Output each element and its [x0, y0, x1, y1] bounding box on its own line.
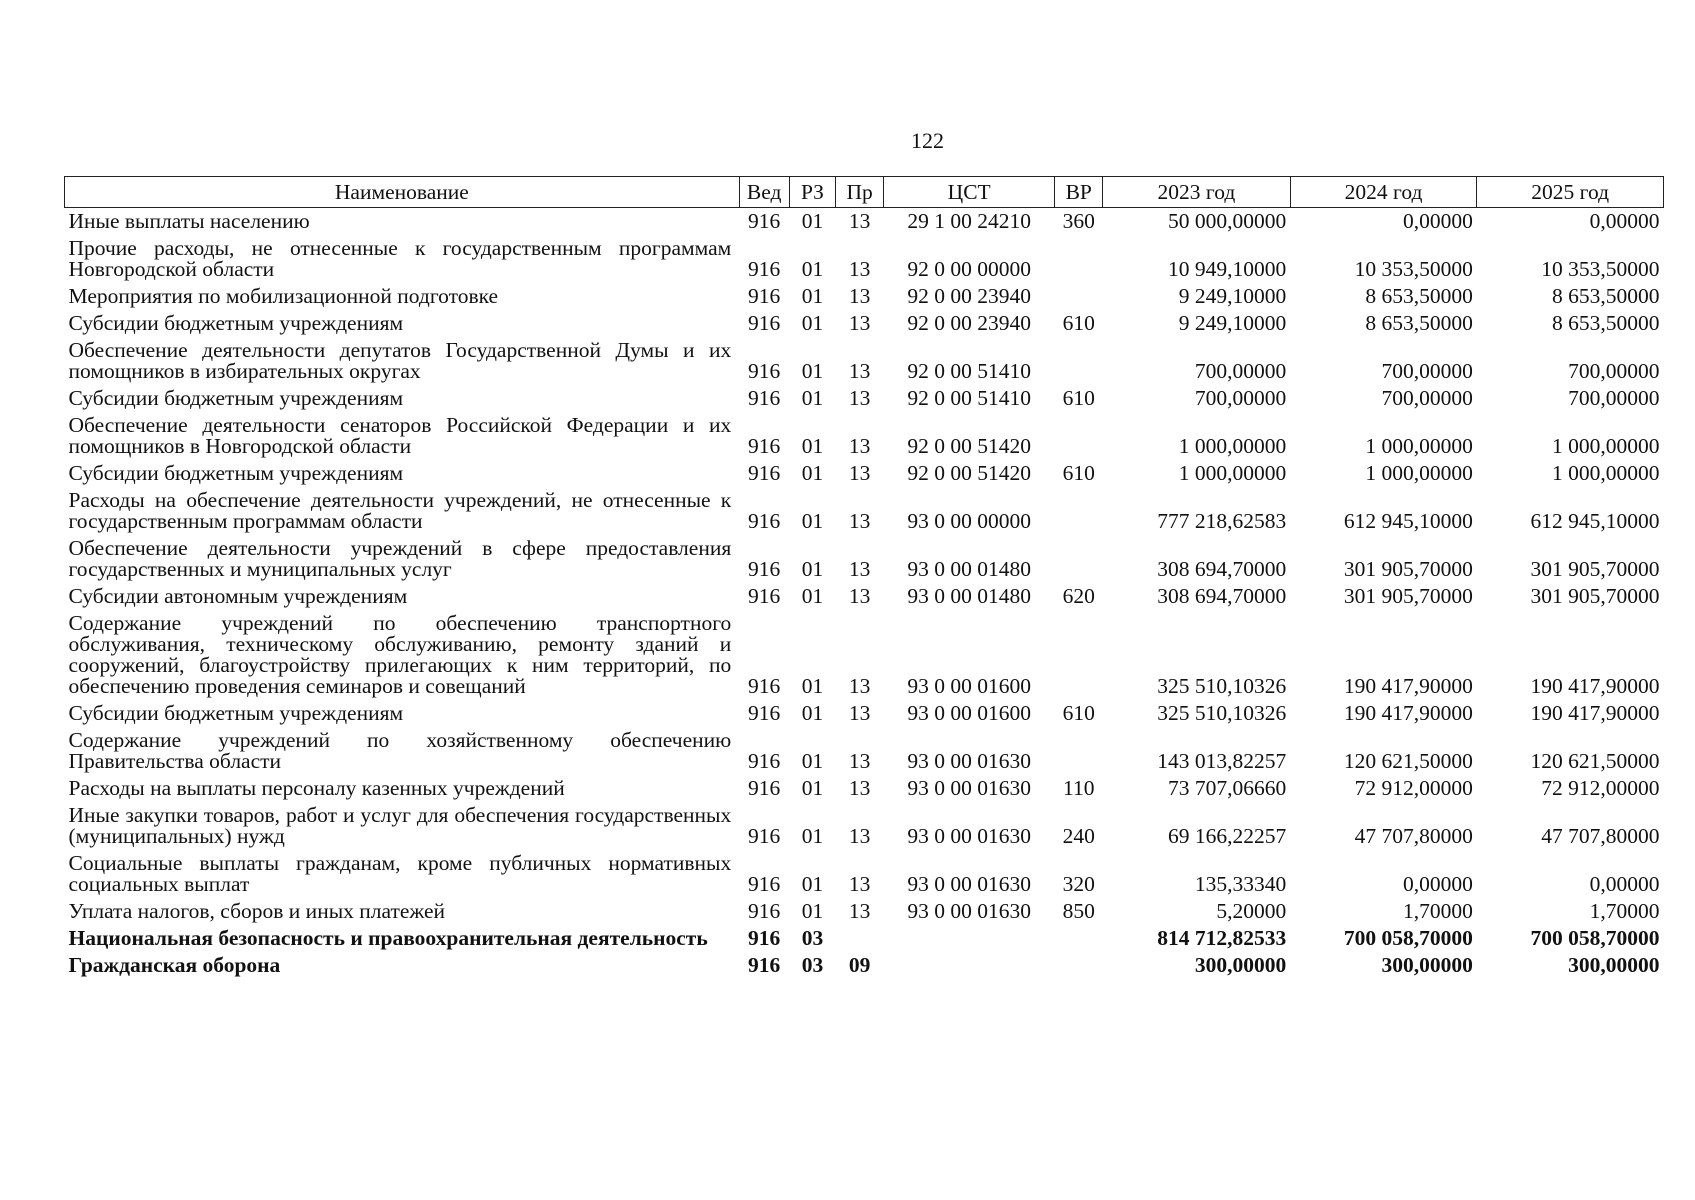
cell-ved: 916: [748, 824, 781, 848]
cell-ved: 916: [748, 284, 781, 308]
cell-rz: 01: [801, 824, 824, 848]
cell-name: Субсидии бюджетным учреждениям: [68, 461, 404, 485]
table-row: [65, 235, 1664, 283]
cell-name: Обеспечение деятельности сенаторов Российской Федерации и их помощников в Новгородской области: [68, 413, 732, 458]
cell-pr: 13: [848, 257, 871, 281]
page-number: 122: [911, 128, 944, 153]
cell-vr: [1055, 487, 1103, 535]
table-row: [65, 460, 1664, 487]
table-row: [65, 727, 1664, 775]
cell-cst: [883, 925, 1054, 952]
cell-2024: 612 945,10000: [1343, 509, 1473, 533]
cell-rz: 01: [801, 557, 824, 581]
cell-name: Обеспечение деятельности депутатов Государственной Думы и их помощников в избирательных округах: [68, 338, 732, 383]
cell-ved: 916: [748, 509, 781, 533]
cell-2023: 69 166,22257: [1168, 824, 1287, 848]
cell-pr: 13: [848, 386, 871, 410]
cell-cst: 92 0 00 51420: [907, 461, 1031, 485]
cell-cst: 93 0 00 01630: [907, 749, 1031, 773]
cell-vr: [1055, 610, 1103, 700]
cell-ved: 916: [748, 776, 781, 800]
cell-2025: 301 905,70000: [1530, 557, 1660, 581]
cell-vr: 360: [1062, 209, 1095, 233]
cell-vr: 610: [1062, 701, 1095, 725]
table-row: [65, 412, 1664, 460]
cell-2024: 300,00000: [1381, 953, 1473, 977]
cell-vr: 240: [1062, 824, 1095, 848]
cell-name: Социальные выплаты гражданам, кроме публичных нормативных социальных выплат: [68, 851, 732, 896]
cell-pr: 13: [848, 674, 871, 698]
cell-vr: 110: [1063, 776, 1095, 800]
table-row: [65, 700, 1664, 727]
cell-cst: 93 0 00 01600: [907, 674, 1031, 698]
cell-cst: 92 0 00 23940: [907, 284, 1031, 308]
cell-pr: 13: [848, 311, 871, 335]
cell-2023: 9 249,10000: [1178, 284, 1287, 308]
cell-pr: 09: [848, 953, 871, 977]
cell-ved: 916: [748, 311, 781, 335]
cell-rz: 01: [801, 359, 824, 383]
table-row: [65, 610, 1664, 700]
cell-2023: 73 707,06660: [1168, 776, 1287, 800]
cell-2025: 72 912,00000: [1541, 776, 1660, 800]
cell-name: Иные закупки товаров, работ и услуг для обеспечения государственных (муниципальных) нужд: [68, 803, 732, 848]
table-row: [65, 952, 1664, 979]
cell-2023: 700,00000: [1194, 386, 1287, 410]
cell-vr: [1055, 235, 1103, 283]
table-row: [65, 487, 1664, 535]
cell-name: Субсидии бюджетным учреждениям: [68, 311, 404, 335]
cell-ved: 916: [748, 953, 781, 977]
cell-cst: 29 1 00 24210: [907, 209, 1031, 233]
cell-2024: 190 417,90000: [1343, 674, 1473, 698]
table-row: [65, 802, 1664, 850]
table-row: [65, 385, 1664, 412]
cell-2025: 300,00000: [1568, 953, 1660, 977]
cell-2025: 190 417,90000: [1530, 701, 1660, 725]
cell-ved: 916: [748, 209, 781, 233]
cell-cst: 93 0 00 01630: [907, 824, 1031, 848]
cell-cst: 93 0 00 01600: [907, 701, 1031, 725]
cell-2024: 1 000,00000: [1365, 434, 1473, 458]
cell-2024: 72 912,00000: [1354, 776, 1473, 800]
cell-2025: 8 653,50000: [1552, 311, 1660, 335]
header-vr: ВР: [1055, 177, 1103, 208]
cell-vr: [1055, 952, 1103, 979]
table-row: [65, 208, 1664, 236]
cell-vr: [1055, 412, 1103, 460]
cell-2023: 143 013,82257: [1157, 749, 1287, 773]
cell-2023: 325 510,10326: [1157, 701, 1287, 725]
cell-pr: 13: [848, 776, 871, 800]
cell-rz: 01: [801, 257, 824, 281]
cell-2024: 700,00000: [1381, 386, 1473, 410]
cell-cst: 93 0 00 01480: [907, 557, 1031, 581]
cell-pr: 13: [848, 434, 871, 458]
cell-vr: 620: [1062, 584, 1095, 608]
table-row: [65, 925, 1664, 952]
budget-table: [64, 176, 1664, 979]
cell-name: Расходы на обеспечение деятельности учреждений, не отнесенные к государственным программам области: [68, 488, 732, 533]
header-cst: ЦСТ: [883, 177, 1054, 208]
cell-2024: 700,00000: [1381, 359, 1473, 383]
cell-name: Гражданская оборона: [68, 953, 281, 977]
cell-rz: 01: [801, 749, 824, 773]
cell-ved: 916: [748, 674, 781, 698]
table-row: [65, 535, 1664, 583]
cell-rz: 01: [801, 386, 824, 410]
cell-vr: [1055, 925, 1103, 952]
cell-name: Уплата налогов, сборов и иных платежей: [68, 899, 446, 923]
table-row: [65, 337, 1664, 385]
cell-cst: 92 0 00 23940: [907, 311, 1031, 335]
cell-2024: 301 905,70000: [1343, 584, 1473, 608]
cell-ved: 916: [748, 386, 781, 410]
cell-ved: 916: [748, 557, 781, 581]
cell-pr: 13: [848, 509, 871, 533]
cell-vr: [1055, 535, 1103, 583]
cell-2023: 1 000,00000: [1178, 461, 1287, 485]
header-ved: Вед: [739, 177, 789, 208]
cell-ved: 916: [748, 899, 781, 923]
cell-cst: 93 0 00 00000: [907, 509, 1031, 533]
cell-ved: 916: [748, 701, 781, 725]
cell-pr: 13: [848, 584, 871, 608]
cell-name: Содержание учреждений по обеспечению транспортного обслуживания, техническому обслуживанию, ремонту зданий и сооружений, благоустройству прилегающих к ним территорий, по обеспечению проведения семинаров и совещаний: [68, 611, 732, 698]
cell-cst: 92 0 00 00000: [907, 257, 1031, 281]
cell-rz: 03: [801, 926, 824, 950]
cell-2025: 1 000,00000: [1552, 434, 1660, 458]
cell-rz: 01: [801, 509, 824, 533]
cell-cst: 92 0 00 51410: [907, 359, 1031, 383]
cell-name: Обеспечение деятельности учреждений в сфере предоставления государственных и муниципальных услуг: [68, 536, 732, 581]
cell-name: Мероприятия по мобилизационной подготовке: [68, 284, 499, 308]
cell-pr: 13: [848, 824, 871, 848]
cell-rz: 01: [801, 776, 824, 800]
cell-cst: 92 0 00 51420: [907, 434, 1031, 458]
header-2023: 2023 год: [1103, 177, 1291, 208]
cell-2023: 777 218,62583: [1157, 509, 1287, 533]
cell-2024: 1 000,00000: [1365, 461, 1473, 485]
cell-rz: 01: [801, 461, 824, 485]
cell-2025: 1,70000: [1589, 899, 1660, 923]
cell-2025: 8 653,50000: [1552, 284, 1660, 308]
cell-2023: 5,20000: [1216, 899, 1287, 923]
cell-2024: 10 353,50000: [1354, 257, 1473, 281]
cell-ved: 916: [748, 257, 781, 281]
cell-2025: 190 417,90000: [1530, 674, 1660, 698]
cell-2025: 120 621,50000: [1530, 749, 1660, 773]
cell-ved: 916: [748, 461, 781, 485]
table-row: [65, 583, 1664, 610]
table-row: [65, 850, 1664, 898]
cell-cst: 93 0 00 01630: [907, 899, 1031, 923]
cell-ved: 916: [748, 584, 781, 608]
cell-pr: [836, 925, 884, 952]
cell-rz: 01: [801, 209, 824, 233]
cell-2023: 9 249,10000: [1178, 311, 1287, 335]
cell-cst: 93 0 00 01480: [907, 584, 1031, 608]
cell-2023: 1 000,00000: [1178, 434, 1287, 458]
cell-2023: 308 694,70000: [1157, 557, 1287, 581]
cell-vr: 610: [1062, 311, 1095, 335]
cell-vr: 320: [1062, 872, 1095, 896]
cell-pr: 13: [848, 701, 871, 725]
cell-name: Субсидии бюджетным учреждениям: [68, 701, 404, 725]
cell-ved: 916: [748, 434, 781, 458]
table-row: [65, 310, 1664, 337]
cell-2023: 325 510,10326: [1157, 674, 1287, 698]
table-row: [65, 898, 1664, 925]
cell-rz: 01: [801, 584, 824, 608]
cell-2023: 50 000,00000: [1168, 209, 1287, 233]
cell-rz: 01: [801, 284, 824, 308]
cell-cst: 93 0 00 01630: [907, 872, 1031, 896]
cell-2025: 0,00000: [1589, 209, 1660, 233]
table-header-row: [65, 177, 1664, 208]
header-pr: Пр: [836, 177, 884, 208]
cell-vr: [1055, 727, 1103, 775]
cell-pr: 13: [848, 461, 871, 485]
cell-pr: 13: [848, 209, 871, 233]
cell-pr: 13: [848, 284, 871, 308]
cell-2025: 47 707,80000: [1541, 824, 1660, 848]
cell-rz: 01: [801, 311, 824, 335]
cell-pr: 13: [848, 872, 871, 896]
cell-rz: 01: [801, 872, 824, 896]
header-name: Наименование: [65, 177, 740, 208]
table-row: [65, 775, 1664, 802]
cell-2024: 8 653,50000: [1365, 284, 1473, 308]
cell-name: Расходы на выплаты персоналу казенных учреждений: [68, 776, 565, 800]
cell-2025: 10 353,50000: [1541, 257, 1660, 281]
cell-ved: 916: [748, 749, 781, 773]
cell-2023: 308 694,70000: [1157, 584, 1287, 608]
cell-2025: 612 945,10000: [1530, 509, 1660, 533]
cell-2025: 301 905,70000: [1530, 584, 1660, 608]
cell-name: Субсидии бюджетным учреждениям: [68, 386, 404, 410]
cell-rz: 01: [801, 701, 824, 725]
cell-2024: 1,70000: [1402, 899, 1473, 923]
cell-2023: 10 949,10000: [1168, 257, 1287, 281]
cell-2024: 0,00000: [1402, 872, 1473, 896]
cell-2025: 700,00000: [1568, 386, 1660, 410]
cell-vr: 610: [1062, 461, 1095, 485]
cell-rz: 01: [801, 674, 824, 698]
cell-name: Содержание учреждений по хозяйственному обеспечению Правительства области: [68, 728, 732, 773]
cell-2023: 814 712,82533: [1157, 926, 1287, 950]
cell-2023: 300,00000: [1194, 953, 1287, 977]
header-2025: 2025 год: [1477, 177, 1664, 208]
cell-cst: 93 0 00 01630: [907, 776, 1031, 800]
cell-name: Национальная безопасность и правоохранительная деятельность: [68, 926, 708, 950]
cell-vr: [1055, 337, 1103, 385]
cell-ved: 916: [748, 359, 781, 383]
cell-2025: 700 058,70000: [1530, 926, 1660, 950]
cell-2025: 0,00000: [1589, 872, 1660, 896]
cell-vr: 610: [1062, 386, 1095, 410]
cell-2024: 120 621,50000: [1343, 749, 1473, 773]
cell-2025: 700,00000: [1568, 359, 1660, 383]
cell-2023: 700,00000: [1194, 359, 1287, 383]
cell-name: Субсидии автономным учреждениям: [68, 584, 408, 608]
cell-2024: 0,00000: [1402, 209, 1473, 233]
cell-2024: 301 905,70000: [1343, 557, 1473, 581]
cell-cst: [883, 952, 1054, 979]
cell-pr: 13: [848, 557, 871, 581]
cell-2025: 1 000,00000: [1552, 461, 1660, 485]
cell-name: Прочие расходы, не отнесенные к государственным программам Новгородской области: [68, 236, 732, 281]
cell-2024: 190 417,90000: [1343, 701, 1473, 725]
cell-2023: 135,33340: [1194, 872, 1287, 896]
cell-pr: 13: [848, 749, 871, 773]
header-rz: РЗ: [789, 177, 836, 208]
cell-rz: 01: [801, 899, 824, 923]
cell-2024: 700 058,70000: [1343, 926, 1473, 950]
table-row: [65, 283, 1664, 310]
cell-vr: [1055, 283, 1103, 310]
cell-pr: 13: [848, 899, 871, 923]
cell-rz: 03: [801, 953, 824, 977]
cell-name: Иные выплаты населению: [68, 209, 310, 233]
cell-rz: 01: [801, 434, 824, 458]
header-2024: 2024 год: [1290, 177, 1477, 208]
cell-2024: 8 653,50000: [1365, 311, 1473, 335]
cell-pr: 13: [848, 359, 871, 383]
cell-vr: 850: [1062, 899, 1095, 923]
cell-ved: 916: [748, 926, 781, 950]
cell-ved: 916: [748, 872, 781, 896]
cell-cst: 92 0 00 51410: [907, 386, 1031, 410]
cell-2024: 47 707,80000: [1354, 824, 1473, 848]
